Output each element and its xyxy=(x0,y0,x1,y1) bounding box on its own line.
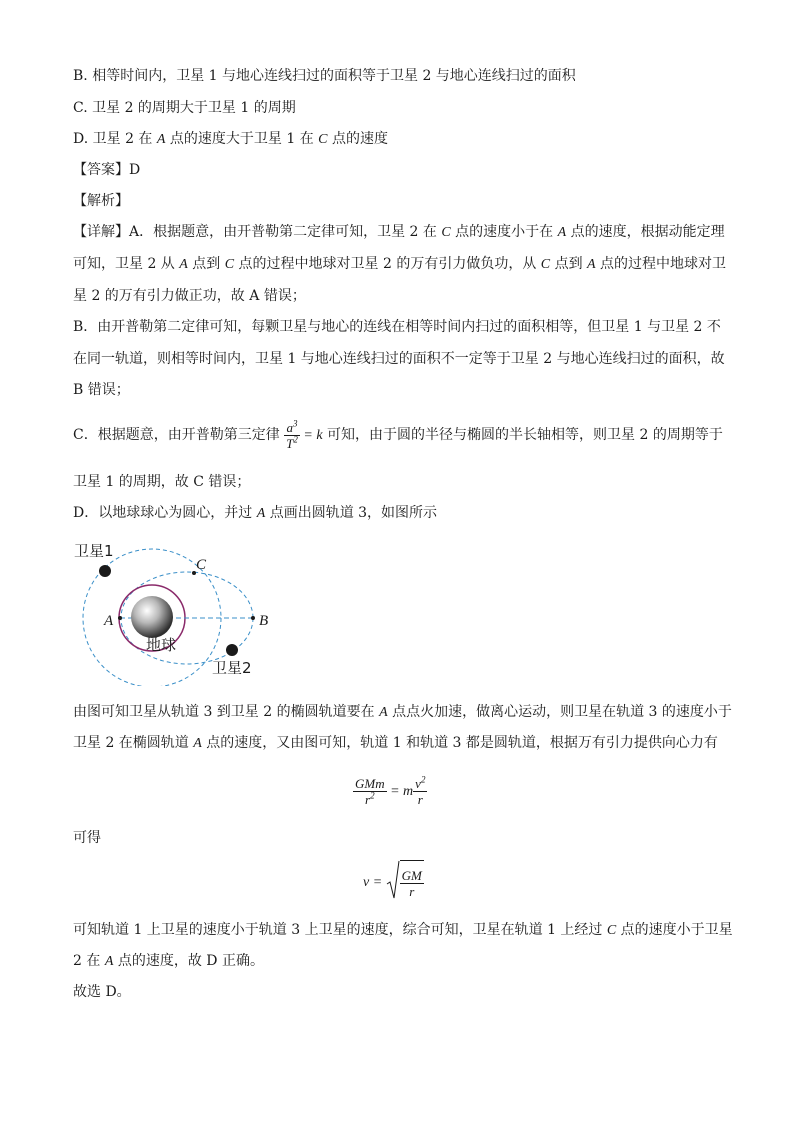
detail-c-line-1: C．根据题意，由开普勒第三定律 $\frac{a^3}{T^2}$ = k 可知，由于圆的半径与椭圆的半长轴相等，则卫星 2 的周期等于 xyxy=(73,418,723,451)
satellite-1-label: 卫星1 xyxy=(74,542,114,560)
detail-a-line-1: 【详解】A．根据题意，由开普勒第二定律可知，卫星 2 在 C 点的速度小于在 A 点的速度，根据动能定理 xyxy=(73,224,725,240)
detail-d-line-1: D．以地球球心为圆心，并过 A 点画出圆轨道 3，如图所示 xyxy=(73,505,438,521)
orbit-diagram xyxy=(70,536,280,686)
point-b-label: B xyxy=(259,613,269,629)
conclusion-line-2: 2 在 A 点的速度，故 D 正确。 xyxy=(73,953,264,969)
gravitation-equation: $\frac{\text{GMm}}{r^2}$ = m $\frac{v^2}{r}$ xyxy=(355,774,426,808)
kepler-third-law-fraction: $\frac{a^3}{T^2}$ xyxy=(286,418,298,451)
kede-text: 可得 xyxy=(73,830,101,846)
option-b: B. 相等时间内，卫星 1 与地心连线扫过的面积等于卫星 2 与地心连线扫过的面积 xyxy=(73,68,576,84)
analysis-label: 【解析】 xyxy=(73,193,129,209)
option-d: D. 卫星 2 在 A 点的速度大于卫星 1 在 C 点的速度 xyxy=(73,131,388,147)
point-a-dot xyxy=(118,616,122,620)
after-figure-line-1: 由图可知卫星从轨道 3 到卫星 2 的椭圆轨道要在 A 点点火加速，做离心运动，则卫星在轨道 3 的速度小于 xyxy=(73,704,732,720)
point-a-label: A xyxy=(104,613,114,629)
point-c-label: C xyxy=(196,557,207,573)
detail-b-line-1: B．由开普勒第二定律可知，每颗卫星与地心的连线在相等时间内扫过的面积相等，但卫星 1 与卫星 2 不 xyxy=(73,319,721,335)
detail-a-line-3: 星 2 的万有引力做正功，故 A 错误； xyxy=(73,288,306,304)
detail-c-line-2: 卫星 1 的周期，故 C 错误； xyxy=(73,474,251,490)
answer-value: D xyxy=(129,162,141,178)
sqrt-sign-icon xyxy=(386,860,400,900)
satellite-1-icon xyxy=(99,565,111,577)
final-answer: 故选 D。 xyxy=(73,984,131,1000)
earth-label: 地球 xyxy=(146,636,177,654)
point-b-dot xyxy=(251,616,255,620)
after-figure-line-2: 卫星 2 在椭圆轨道 A 点的速度，又由图可知，轨道 1 和轨道 3 都是圆轨道，根据万有引力提供向心力有 xyxy=(73,735,718,751)
answer-line xyxy=(73,160,140,180)
velocity-equation: v = $\frac{GM}{r}$ xyxy=(363,860,424,904)
answer-label: 【答案】 xyxy=(73,162,129,178)
satellite-2-icon xyxy=(226,644,238,656)
detail-a-line-2: 可知，卫星 2 从 A 点到 C 点的过程中地球对卫星 2 的万有引力做负功，从 C 点到 A 点的过程中地球对卫 xyxy=(73,256,727,272)
satellite-2-label: 卫星2 xyxy=(212,659,252,677)
option-c: C. 卫星 2 的周期大于卫星 1 的周期 xyxy=(73,100,296,116)
detail-b-line-3: B 错误； xyxy=(73,382,130,398)
detail-b-line-2: 在同一轨道，则相等时间内，卫星 1 与地心连线扫过的面积不一定等于卫星 2 与地心连线扫过的面积，故 xyxy=(73,351,725,367)
conclusion-line-1: 可知轨道 1 上卫星的速度小于轨道 3 上卫星的速度，综合可知，卫星在轨道 1 上经过 C 点的速度小于卫星 xyxy=(73,922,733,938)
earth-icon xyxy=(131,596,173,638)
